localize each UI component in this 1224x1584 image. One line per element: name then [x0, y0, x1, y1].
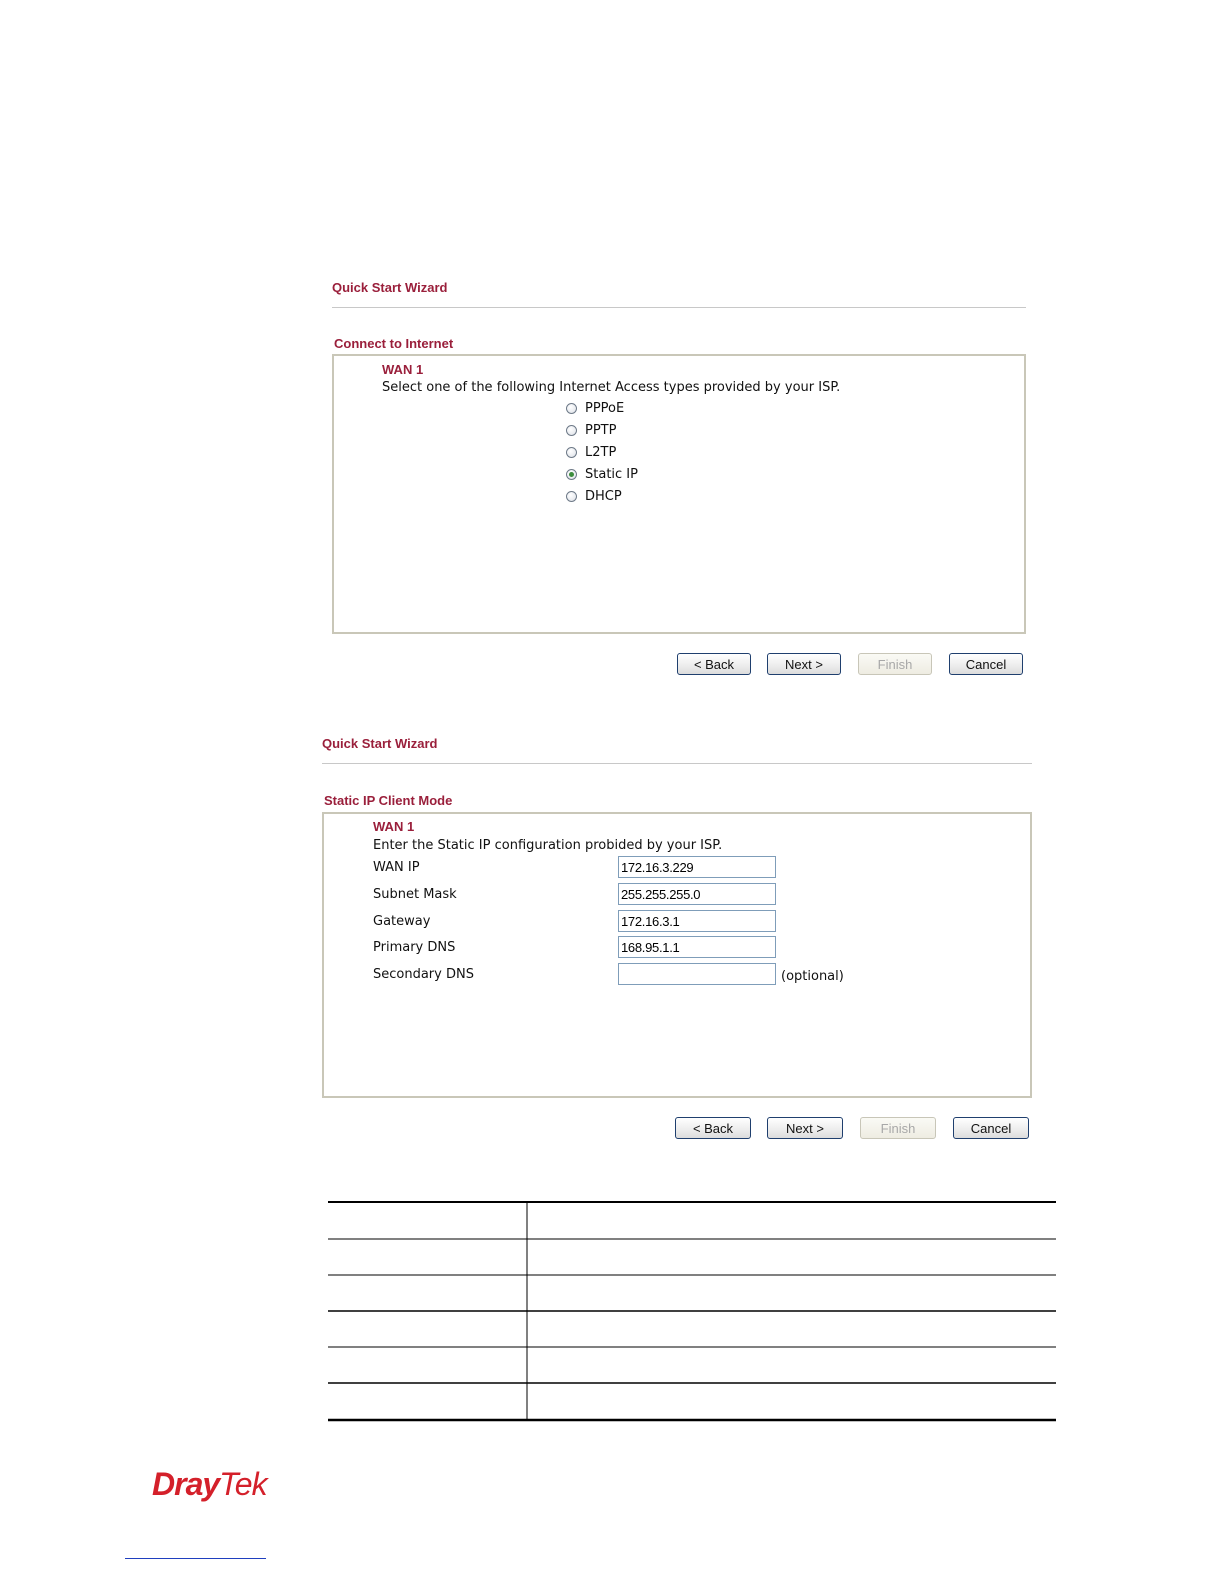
gateway-label: Gateway — [373, 914, 431, 929]
wan-label: WAN 1 — [373, 819, 415, 834]
optional-note: (optional) — [781, 969, 844, 984]
cancel-button[interactable]: Cancel — [953, 1117, 1029, 1139]
finish-button: Finish — [860, 1117, 936, 1139]
subnet-mask-label: Subnet Mask — [373, 887, 457, 902]
section-title: Connect to Internet — [334, 336, 454, 351]
logo-part-tek: Tek — [219, 1466, 267, 1502]
secondary-dns-label: Secondary DNS — [373, 967, 474, 982]
access-type-radio-group — [566, 397, 638, 507]
title-divider — [322, 763, 1032, 764]
radio-pptp[interactable] — [566, 419, 638, 441]
next-button[interactable]: Next > — [767, 1117, 843, 1139]
connect-internet-panel — [332, 354, 1026, 634]
next-button[interactable]: Next > — [767, 653, 841, 675]
instruction-text: Enter the Static IP configuration probided by your ISP. — [373, 838, 723, 853]
radio-label: Static IP — [585, 466, 638, 482]
instruction-text: Select one of the following Internet Access types provided by your ISP. — [382, 380, 841, 395]
back-button[interactable]: < Back — [677, 653, 751, 675]
back-button[interactable]: < Back — [675, 1117, 751, 1139]
finish-button: Finish — [858, 653, 932, 675]
radio-pppoe[interactable] — [566, 397, 638, 419]
logo-part-dray: Dray — [152, 1466, 220, 1502]
wizard-title: Quick Start Wizard — [332, 280, 448, 295]
gateway-input[interactable]: 172.16.3.1 — [618, 910, 776, 932]
primary-dns-label: Primary DNS — [373, 940, 456, 955]
radio-button-checked[interactable] — [566, 469, 577, 480]
secondary-dns-input[interactable] — [618, 963, 776, 985]
wan-ip-label: WAN IP — [373, 860, 420, 875]
radio-label: PPTP — [585, 422, 617, 438]
radio-label: L2TP — [585, 444, 617, 460]
wan-ip-input[interactable]: 172.16.3.229 — [618, 856, 776, 878]
footer-link-underline — [125, 1558, 266, 1559]
draytek-logo — [152, 1466, 267, 1503]
radio-static-ip[interactable] — [566, 463, 638, 485]
cancel-button[interactable]: Cancel — [949, 653, 1023, 675]
wizard-title: Quick Start Wizard — [322, 736, 438, 751]
section-title: Static IP Client Mode — [324, 793, 453, 808]
radio-dhcp[interactable] — [566, 485, 638, 507]
radio-label: DHCP — [585, 488, 622, 504]
wan-label: WAN 1 — [382, 362, 424, 377]
radio-button[interactable] — [566, 403, 577, 414]
subnet-mask-input[interactable]: 255.255.255.0 — [618, 883, 776, 905]
static-ip-panel — [322, 812, 1032, 1098]
radio-l2tp[interactable] — [566, 441, 638, 463]
radio-button[interactable] — [566, 491, 577, 502]
primary-dns-input[interactable]: 168.95.1.1 — [618, 936, 776, 958]
description-table — [326, 1200, 1058, 1424]
radio-button[interactable] — [566, 425, 577, 436]
title-divider — [332, 307, 1026, 308]
radio-button[interactable] — [566, 447, 577, 458]
radio-label: PPPoE — [585, 400, 625, 416]
